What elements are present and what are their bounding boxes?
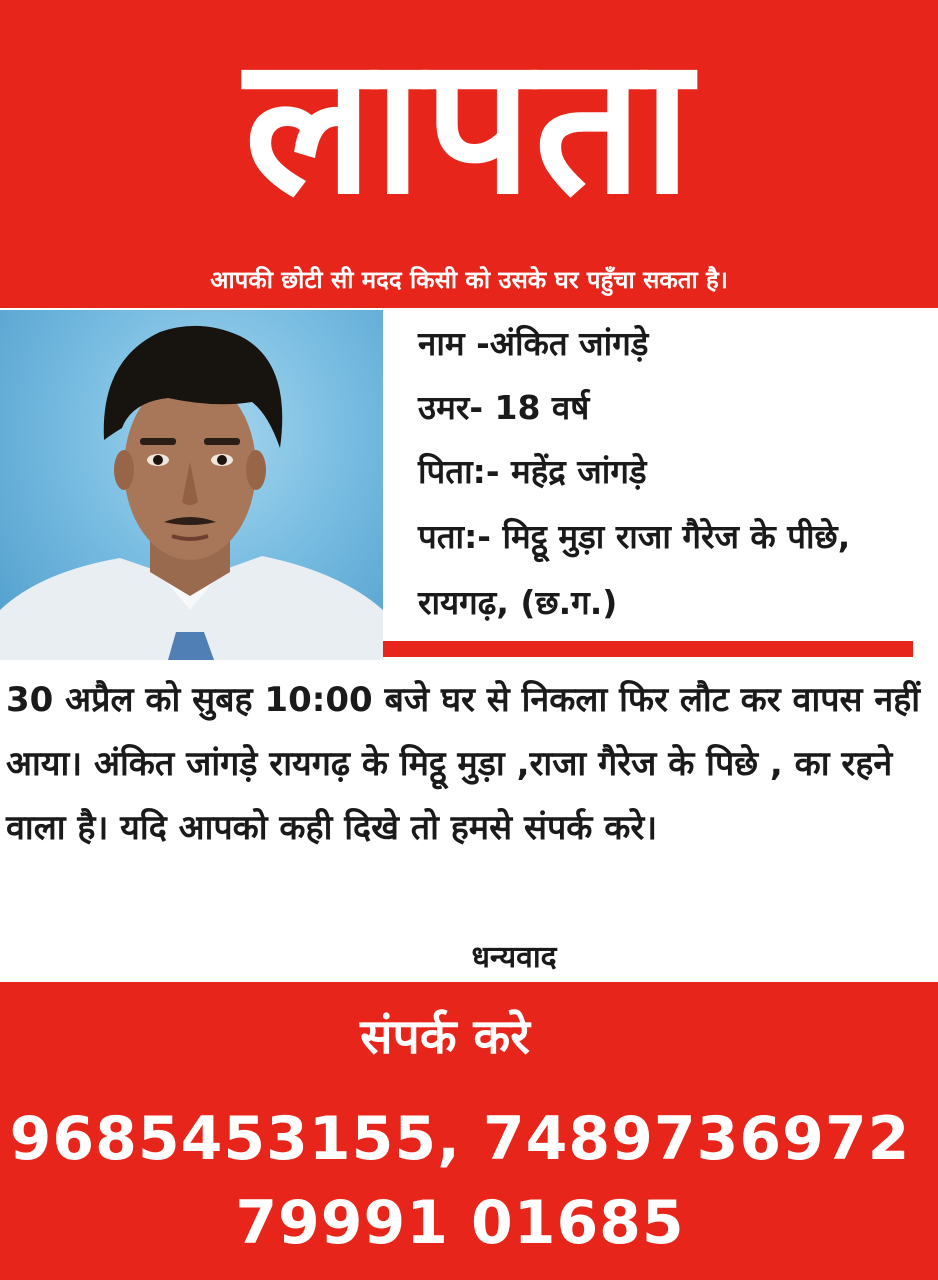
father-field: पिता:- महेंद्र जांगड़े <box>418 452 647 491</box>
description-text: 30 अप्रैल को सुबह 10:00 बजे घर से निकला फिर लौट कर वापस नहीं आया। अंकित जांगड़े रायगढ़ के मिट्ठू मुड़ा ,राजा गैरेज के पिछे , का रहने वाला है। यदि आपको कही दिखे तो हमसे संपर्क करे। <box>6 680 921 848</box>
person-portrait-icon <box>0 310 383 660</box>
phone-numbers-line-2: 79991 01685 <box>235 1188 685 1258</box>
divider-bar <box>383 641 913 657</box>
thanks-text: धन्यवाद <box>471 940 557 975</box>
page-title: लापता <box>244 15 694 236</box>
name-field: नाम -अंकित जांगड़े <box>418 324 649 363</box>
person-details <box>418 312 928 636</box>
contact-heading: संपर्क करे <box>360 1009 530 1065</box>
address-field: पता:- मिट्ठू मुड़ा राजा गैरेज के पीछे, रायगढ़, (छ.ग.) <box>418 517 851 622</box>
phone-numbers-line-1: 9685453155, 7489736972 <box>9 1104 911 1174</box>
missing-person-photo <box>0 310 383 660</box>
header-banner <box>0 0 938 308</box>
contact-footer <box>0 982 938 1280</box>
tagline: आपकी छोटी सी मदद किसी को उसके घर पहुँचा सकता है। <box>210 266 728 294</box>
age-field: उमर- 18 वर्ष <box>418 388 590 427</box>
